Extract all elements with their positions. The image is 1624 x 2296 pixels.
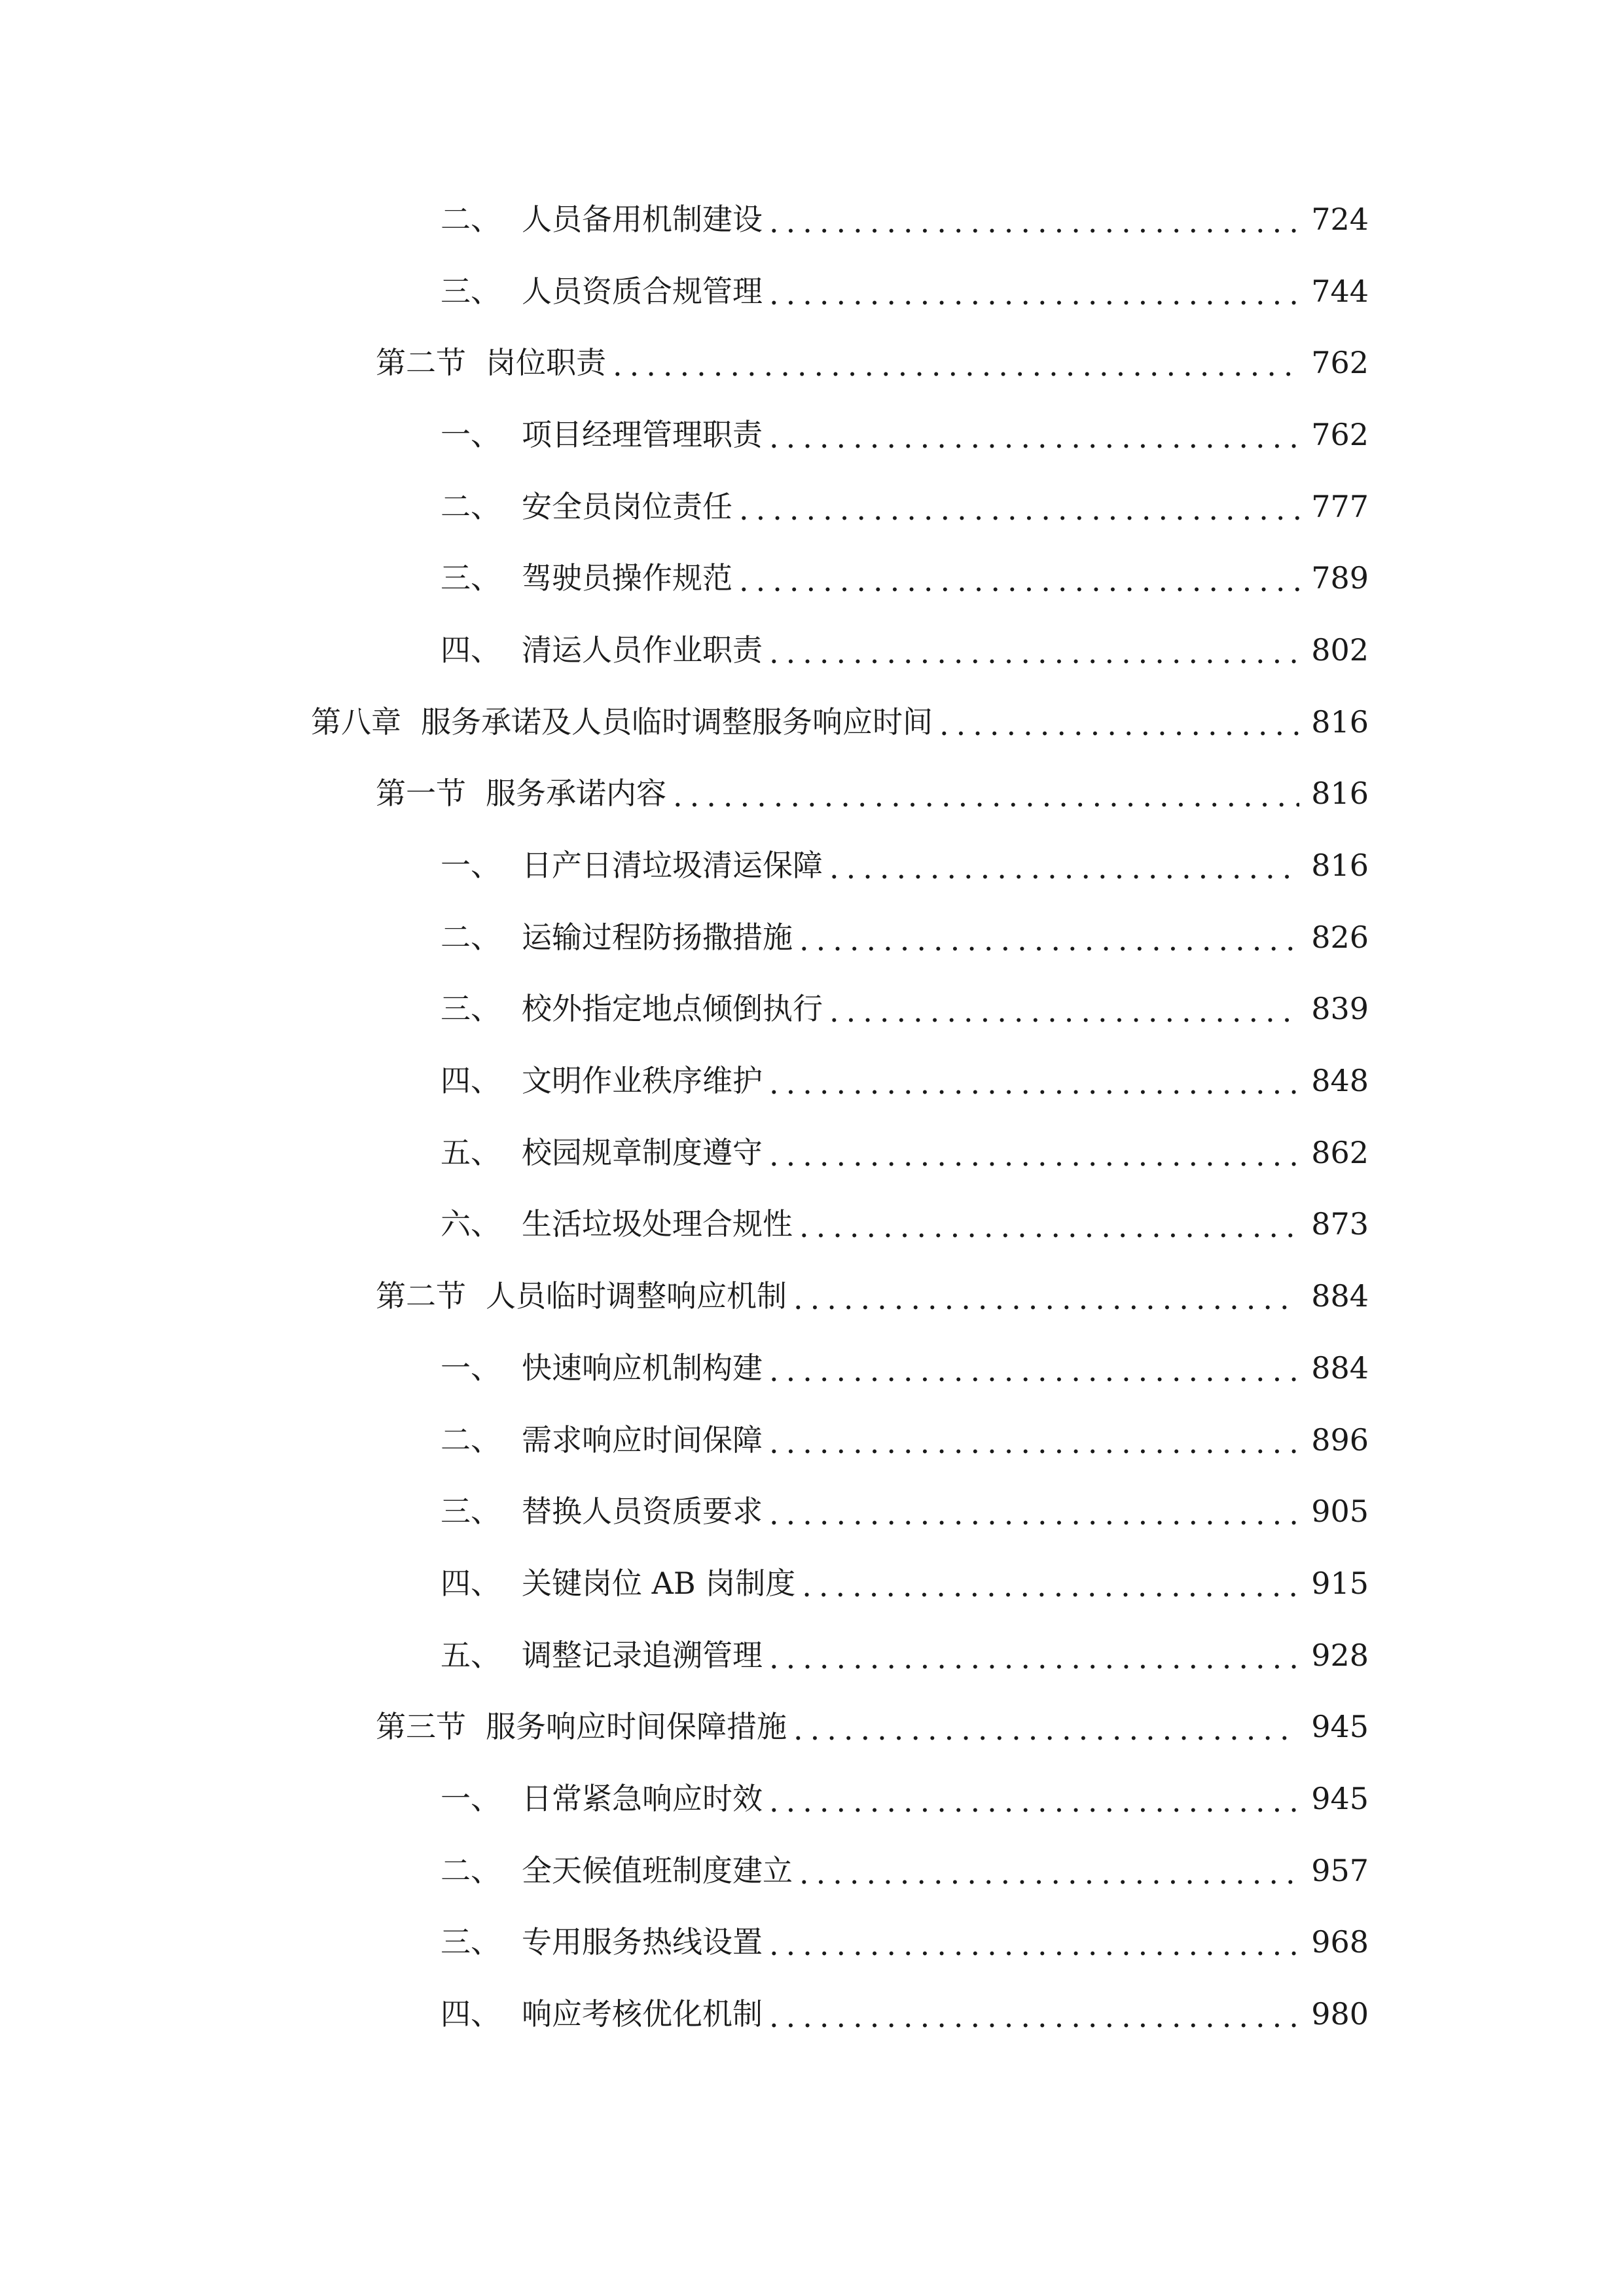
- toc-entry-number: 第三节: [376, 1709, 466, 1745]
- toc-dot-leader: [739, 490, 1299, 529]
- toc-entry[interactable]: [0, 973, 1624, 1045]
- toc-entry-page-number: 980: [1311, 1996, 1369, 2032]
- toc-entry-title: 驾驶员操作规范: [522, 560, 732, 596]
- toc-entry[interactable]: [0, 1763, 1624, 1835]
- toc-entry-title: 文明作业秩序维护: [522, 1063, 763, 1099]
- toc-entry-page-number: 762: [1311, 416, 1369, 452]
- toc-entry-number: 一、: [441, 416, 501, 452]
- toc-entry-number: 二、: [441, 1422, 501, 1458]
- toc-entry-label: [441, 1779, 763, 1818]
- toc-entry[interactable]: [0, 1907, 1624, 1979]
- toc-dot-leader: [769, 1351, 1299, 1390]
- toc-entry-number: 第二节: [376, 345, 466, 381]
- toc-entry-number: 五、: [441, 1134, 501, 1170]
- toc-entry-title: 全天候值班制度建立: [522, 1852, 793, 1888]
- toc-entry-title: 专用服务热线设置: [522, 1924, 763, 1960]
- toc-entry-number: 四、: [441, 1996, 501, 2032]
- toc-entry-title: 安全员岗位责任: [522, 488, 732, 524]
- toc-entry-number: 一、: [441, 1350, 501, 1386]
- toc-dot-leader: [739, 561, 1299, 600]
- toc-entry-label: [441, 558, 732, 598]
- toc-entry-number: 二、: [441, 919, 501, 955]
- toc-entry-page-number: 928: [1311, 1637, 1369, 1673]
- toc-entry-label: [441, 918, 793, 957]
- toc-dot-leader: [769, 1494, 1299, 1534]
- toc-entry-page-number: 945: [1311, 1709, 1369, 1745]
- toc-entry[interactable]: [0, 1404, 1624, 1476]
- toc-entry-label: [376, 774, 666, 813]
- toc-entry-title: 日产日清垃圾清运保障: [522, 848, 823, 884]
- toc-dot-leader: [769, 1782, 1299, 1821]
- toc-entry-page-number: 744: [1311, 273, 1369, 309]
- toc-entry-title: 清运人员作业职责: [522, 632, 763, 668]
- toc-entry-label: [441, 1851, 793, 1890]
- toc-entry-page-number: 968: [1311, 1924, 1369, 1960]
- toc-entry-label: [376, 1276, 787, 1316]
- toc-entry[interactable]: [0, 1045, 1624, 1117]
- toc-entry[interactable]: [0, 1260, 1624, 1332]
- toc-entry-number: 三、: [441, 991, 501, 1027]
- toc-entry-number: 六、: [441, 1206, 501, 1242]
- toc-entry-label: [441, 272, 763, 311]
- toc-entry-number: 二、: [441, 488, 501, 524]
- toc-dot-leader: [769, 1925, 1299, 1964]
- toc-dot-leader: [793, 1710, 1299, 1749]
- toc-entry-page-number: 884: [1311, 1278, 1369, 1314]
- toc-entry-number: 四、: [441, 1565, 501, 1601]
- toc-entry-page-number: 826: [1311, 919, 1369, 955]
- toc-entry-title: 岗位职责: [486, 345, 606, 381]
- toc-dot-leader: [769, 1997, 1299, 2036]
- toc-dot-leader: [939, 705, 1299, 744]
- toc-entry[interactable]: [0, 1691, 1624, 1763]
- toc-dot-leader: [769, 1638, 1299, 1677]
- toc-entry[interactable]: [0, 1978, 1624, 2050]
- toc-entry-number: 第二节: [376, 1278, 466, 1314]
- toc-entry-number: 四、: [441, 632, 501, 668]
- toc-dot-leader: [769, 1136, 1299, 1175]
- toc-entry-page-number: 816: [1311, 848, 1369, 884]
- toc-entry-title: 生活垃圾处理合规性: [522, 1206, 793, 1242]
- toc-entry-label: [441, 1922, 763, 1962]
- toc-entry-label: [441, 1348, 763, 1388]
- toc-entry-label: [441, 846, 823, 885]
- toc-entry-title: 项目经理管理职责: [522, 416, 763, 452]
- table-of-contents: [0, 183, 1624, 2050]
- toc-entry-page-number: 777: [1311, 488, 1369, 524]
- toc-entry-label: [311, 702, 933, 742]
- toc-entry-number: 三、: [441, 1494, 501, 1530]
- toc-entry-label: [441, 1994, 763, 2034]
- toc-dot-leader: [799, 920, 1299, 960]
- toc-entry-page-number: 873: [1311, 1206, 1369, 1242]
- toc-entry-title: 调整记录追溯管理: [522, 1637, 763, 1673]
- toc-dot-leader: [799, 1854, 1299, 1893]
- toc-entry-label: [441, 487, 732, 526]
- toc-entry-number: 二、: [441, 1852, 501, 1888]
- toc-entry-title: 运输过程防扬撒措施: [522, 919, 793, 955]
- toc-entry-title: 替换人员资质要求: [522, 1494, 763, 1530]
- toc-entry-title: 响应考核优化机制: [522, 1996, 763, 2032]
- toc-entry-title: 校园规章制度遵守: [522, 1134, 763, 1170]
- toc-entry-title: 服务响应时间保障措施: [486, 1709, 787, 1745]
- toc-entry-page-number: 915: [1311, 1565, 1369, 1601]
- toc-entry-label: [441, 1636, 763, 1675]
- toc-entry[interactable]: [0, 542, 1624, 614]
- toc-entry-label: [441, 1061, 763, 1100]
- toc-entry-page-number: 839: [1311, 991, 1369, 1027]
- toc-entry-label: [441, 1420, 763, 1460]
- toc-entry-title: 需求响应时间保障: [522, 1422, 763, 1458]
- toc-entry-number: 五、: [441, 1637, 501, 1673]
- toc-dot-leader: [673, 776, 1299, 816]
- toc-entry[interactable]: [0, 399, 1624, 471]
- toc-entry-label: [441, 1133, 763, 1172]
- toc-entry-number: 四、: [441, 1063, 501, 1099]
- toc-dot-leader: [769, 274, 1299, 314]
- toc-entry-number: 三、: [441, 1924, 501, 1960]
- toc-entry-page-number: 957: [1311, 1852, 1369, 1888]
- toc-dot-leader: [769, 633, 1299, 672]
- toc-entry-page-number: 945: [1311, 1780, 1369, 1816]
- toc-entry-page-number: 816: [1311, 776, 1369, 812]
- toc-entry-page-number: 905: [1311, 1494, 1369, 1530]
- toc-entry-label: [441, 1564, 795, 1603]
- toc-dot-leader: [613, 346, 1299, 385]
- toc-entry-title: 服务承诺及人员临时调整服务响应时间: [421, 704, 933, 740]
- toc-entry-label: [441, 630, 763, 670]
- toc-entry-title: 人员资质合规管理: [522, 273, 763, 309]
- toc-dot-leader: [769, 1064, 1299, 1103]
- toc-entry[interactable]: [0, 255, 1624, 327]
- toc-entry-page-number: 789: [1311, 560, 1369, 596]
- toc-entry-number: 第一节: [376, 776, 466, 812]
- toc-dot-leader: [802, 1566, 1299, 1605]
- toc-entry-number: 第八章: [311, 704, 401, 740]
- toc-entry-page-number: 816: [1311, 704, 1369, 740]
- toc-dot-leader: [769, 1423, 1299, 1462]
- toc-entry-title: 人员临时调整响应机制: [486, 1278, 787, 1314]
- toc-entry-label: [441, 1492, 763, 1531]
- toc-entry[interactable]: [0, 1619, 1624, 1691]
- toc-entry-title: 关键岗位 AB 岗制度: [522, 1565, 796, 1601]
- toc-entry[interactable]: [0, 758, 1624, 830]
- toc-entry-label: [376, 343, 606, 382]
- toc-entry-label: [441, 415, 763, 454]
- toc-entry-label: [441, 989, 823, 1028]
- toc-entry-title: 日常紧急响应时效: [522, 1780, 763, 1816]
- toc-entry-page-number: 896: [1311, 1422, 1369, 1458]
- toc-entry-title: 人员备用机制建设: [522, 201, 763, 237]
- toc-entry[interactable]: [0, 327, 1624, 399]
- toc-entry[interactable]: [0, 1475, 1624, 1547]
- toc-entry-page-number: 862: [1311, 1134, 1369, 1170]
- toc-entry-number: 二、: [441, 201, 501, 237]
- toc-entry-number: 一、: [441, 848, 501, 884]
- toc-entry[interactable]: [0, 1547, 1624, 1619]
- toc-entry-label: [441, 200, 763, 239]
- toc-entry-number: 一、: [441, 1780, 501, 1816]
- toc-entry-page-number: 762: [1311, 345, 1369, 381]
- toc-entry[interactable]: [0, 471, 1624, 543]
- toc-dot-leader: [799, 1207, 1299, 1246]
- toc-entry-page-number: 802: [1311, 632, 1369, 668]
- toc-entry[interactable]: [0, 686, 1624, 758]
- toc-entry-page-number: 848: [1311, 1063, 1369, 1099]
- toc-entry-title: 服务承诺内容: [486, 776, 666, 812]
- toc-entry-number: 三、: [441, 560, 501, 596]
- toc-entry-title: 快速响应机制构建: [522, 1350, 763, 1386]
- toc-entry[interactable]: [0, 1189, 1624, 1261]
- toc-entry[interactable]: [0, 183, 1624, 255]
- toc-entry-page-number: 724: [1311, 201, 1369, 237]
- toc-entry-title: 校外指定地点倾倒执行: [522, 991, 823, 1027]
- toc-dot-leader: [769, 202, 1299, 242]
- toc-entry-label: [441, 1204, 793, 1244]
- toc-entry[interactable]: [0, 829, 1624, 901]
- toc-entry-page-number: 884: [1311, 1350, 1369, 1386]
- toc-entry-number: 三、: [441, 273, 501, 309]
- toc-entry[interactable]: [0, 1835, 1624, 1907]
- toc-entry[interactable]: [0, 1117, 1624, 1189]
- toc-dot-leader: [829, 992, 1299, 1031]
- toc-entry[interactable]: [0, 614, 1624, 686]
- toc-dot-leader: [829, 848, 1299, 888]
- toc-dot-leader: [769, 418, 1299, 457]
- toc-dot-leader: [793, 1279, 1299, 1318]
- toc-entry-label: [376, 1707, 787, 1746]
- toc-entry[interactable]: [0, 1332, 1624, 1404]
- toc-entry[interactable]: [0, 901, 1624, 973]
